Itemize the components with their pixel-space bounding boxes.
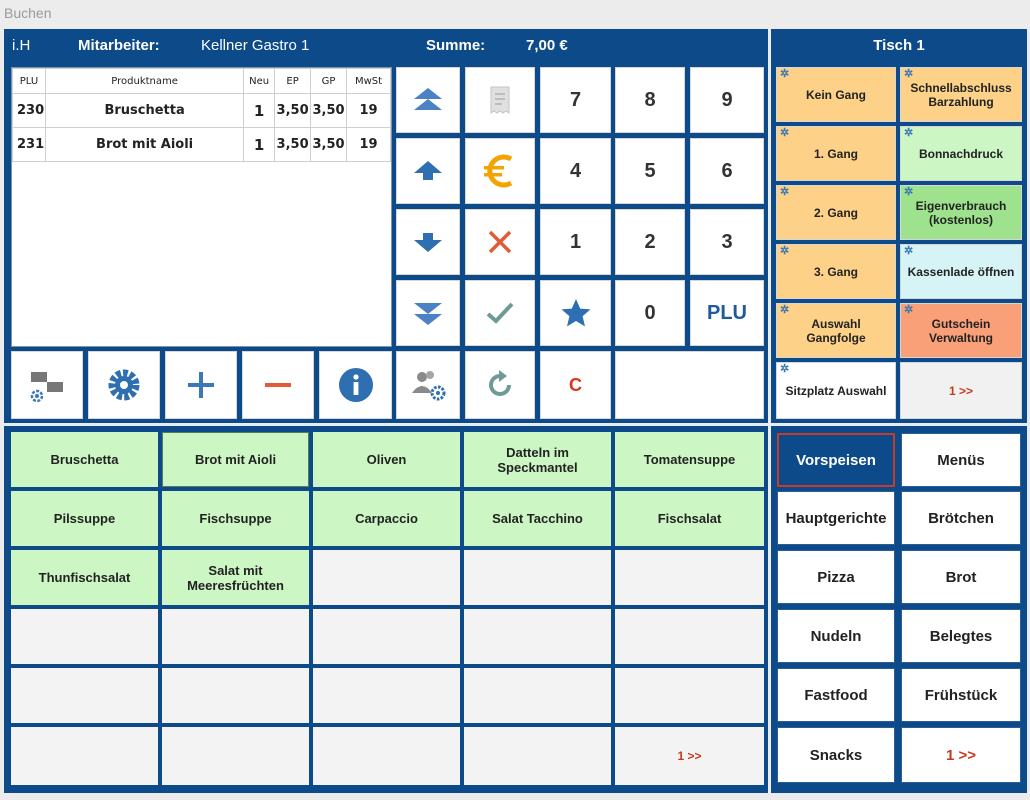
course-order-button[interactable]: ✲ Auswahl Gangfolge <box>776 303 896 358</box>
empty-product-slot <box>615 609 764 664</box>
empty-product-slot <box>11 609 158 664</box>
gear-icon: ✲ <box>780 245 790 257</box>
users-settings-button[interactable] <box>396 351 460 419</box>
category-broetchen[interactable]: Brötchen <box>901 491 1021 545</box>
product-button[interactable]: Tomatensuppe <box>615 432 764 487</box>
empty-product-slot <box>615 668 764 723</box>
product-button[interactable]: Oliven <box>313 432 460 487</box>
key-4[interactable]: 4 <box>540 138 611 204</box>
key-5[interactable]: 5 <box>615 138 685 204</box>
gear-icon: ✲ <box>780 127 790 139</box>
category-vorspeisen[interactable]: Vorspeisen <box>777 433 895 487</box>
key-9[interactable]: 9 <box>690 67 764 133</box>
cell-total-price: 3,50 <box>311 94 347 128</box>
reprint-button[interactable]: ✲ Bonnachdruck <box>900 126 1022 181</box>
up-button[interactable] <box>396 138 460 204</box>
key-8[interactable]: 8 <box>615 67 685 133</box>
quick-cash-button[interactable]: ✲ Schnellabschluss Barzahlung <box>900 67 1022 122</box>
cell-vat: 19 <box>347 94 391 128</box>
voucher-button[interactable]: ✲ Gutschein Verwaltung <box>900 303 1022 358</box>
settings-button[interactable] <box>88 351 160 419</box>
key-0[interactable]: 0 <box>615 280 685 346</box>
empty-key <box>615 351 764 419</box>
info-button[interactable] <box>319 351 392 419</box>
product-button[interactable]: Fischsuppe <box>162 491 309 546</box>
remove-button[interactable] <box>242 351 314 419</box>
course-none-button[interactable]: ✲ Kein Gang <box>776 67 896 122</box>
col-product-name: Produktname <box>45 69 243 94</box>
product-button[interactable]: Thunfischsalat <box>11 550 158 605</box>
key-6[interactable]: 6 <box>690 138 764 204</box>
cell-plu: 230 <box>13 94 46 128</box>
window-title: Buchen <box>4 5 52 21</box>
user-short: i.H <box>12 37 31 54</box>
empty-product-slot <box>464 609 611 664</box>
order-items-table <box>12 68 391 162</box>
empty-product-slot <box>313 609 460 664</box>
category-brot[interactable]: Brot <box>901 550 1021 604</box>
categories-next-button[interactable]: 1 >> <box>901 727 1021 783</box>
gear-icon: ✲ <box>780 304 790 316</box>
cell-name: Brot mit Aioli <box>45 128 243 162</box>
product-button[interactable]: Brot mit Aioli <box>162 432 309 487</box>
page-top-button[interactable] <box>396 67 460 133</box>
gear-icon: ✲ <box>904 68 914 80</box>
empty-product-slot <box>464 727 611 785</box>
gear-icon: ✲ <box>904 127 914 139</box>
empty-product-slot <box>11 668 158 723</box>
clear-button[interactable]: C <box>540 351 611 419</box>
product-button[interactable]: Datteln im Speckmantel <box>464 432 611 487</box>
receipt-button[interactable] <box>465 67 535 133</box>
payment-euro-button[interactable] <box>465 138 535 204</box>
cancel-button[interactable] <box>465 209 535 275</box>
product-button[interactable]: Pilssuppe <box>11 491 158 546</box>
cell-plu: 231 <box>13 128 46 162</box>
product-button[interactable]: Bruschetta <box>11 432 158 487</box>
functions-next-button[interactable]: 1 >> <box>900 362 1022 419</box>
refresh-button[interactable] <box>465 351 535 419</box>
empty-product-slot <box>11 727 158 785</box>
confirm-button[interactable] <box>465 280 535 346</box>
col-vat: MwSt <box>347 69 391 94</box>
col-unit-price: EP <box>275 69 311 94</box>
cell-new: 1 <box>244 94 275 128</box>
key-7[interactable]: 7 <box>540 67 611 133</box>
receipt-icon <box>487 85 513 115</box>
empty-product-slot <box>162 609 309 664</box>
employee-label: Mitarbeiter: <box>78 37 160 54</box>
col-new: Neu <box>244 69 275 94</box>
empty-product-slot <box>464 668 611 723</box>
category-belegtes[interactable]: Belegtes <box>901 609 1021 663</box>
self-use-button[interactable]: ✲ Eigenverbrauch (kostenlos) <box>900 185 1022 240</box>
checkmark-icon <box>484 299 516 327</box>
table-row[interactable] <box>13 128 391 162</box>
col-total-price: GP <box>311 69 347 94</box>
order-table <box>11 67 392 347</box>
plus-icon <box>186 370 216 400</box>
category-fruehstueck[interactable]: Frühstück <box>901 668 1021 722</box>
sum-label: Summe: <box>426 37 486 54</box>
empty-product-slot <box>464 550 611 605</box>
products-next-button[interactable]: 1 >> <box>615 727 764 785</box>
favorite-button[interactable] <box>540 280 611 346</box>
empty-product-slot <box>313 727 460 785</box>
empty-product-slot <box>313 550 460 605</box>
course-2-button[interactable]: ✲ 2. Gang <box>776 185 896 240</box>
down-button[interactable] <box>396 209 460 275</box>
col-plu: PLU <box>13 69 46 94</box>
info-icon <box>338 367 374 403</box>
course-3-button[interactable]: ✲ 3. Gang <box>776 244 896 299</box>
add-button[interactable] <box>165 351 237 419</box>
page-bottom-button[interactable] <box>396 280 460 346</box>
open-drawer-button[interactable]: ✲ Kassenlade öffnen <box>900 244 1022 299</box>
cell-vat: 19 <box>347 128 391 162</box>
cell-unit-price: 3,50 <box>275 128 311 162</box>
refresh-icon <box>484 369 516 401</box>
cell-unit-price: 3,50 <box>275 94 311 128</box>
euro-icon <box>480 151 520 191</box>
cell-new: 1 <box>244 128 275 162</box>
frame-divider <box>4 423 1027 426</box>
gear-icon: ✲ <box>780 68 790 80</box>
plu-button[interactable]: PLU <box>690 280 764 346</box>
category-snacks[interactable]: Snacks <box>777 727 895 783</box>
category-nudeln[interactable]: Nudeln <box>777 609 895 663</box>
empty-product-slot <box>162 727 309 785</box>
arrow-down-icon <box>412 227 444 257</box>
gear-icon: ✲ <box>904 186 914 198</box>
category-fastfood[interactable]: Fastfood <box>777 668 895 722</box>
product-button[interactable]: Salat mit Meeresfrüchten <box>162 550 309 605</box>
table-switch-icon <box>27 365 67 405</box>
star-icon <box>560 297 592 329</box>
empty-product-slot <box>615 550 764 605</box>
sum-value: 7,00 € <box>526 37 568 54</box>
page-bottom-icon <box>411 298 445 328</box>
minus-icon <box>263 370 293 400</box>
table-row[interactable] <box>13 94 391 128</box>
gear-icon: ✲ <box>780 363 790 375</box>
key-3[interactable]: 3 <box>690 209 764 275</box>
category-menus[interactable]: Menüs <box>901 433 1021 487</box>
page-top-icon <box>411 85 445 115</box>
table-name: Tisch 1 <box>873 37 925 54</box>
product-button[interactable]: Carpaccio <box>313 491 460 546</box>
gear-icon: ✲ <box>780 186 790 198</box>
cell-total-price: 3,50 <box>311 128 347 162</box>
category-pizza[interactable]: Pizza <box>777 550 895 604</box>
table-switch-button[interactable] <box>11 351 83 419</box>
users-settings-icon <box>408 367 448 403</box>
key-2[interactable]: 2 <box>615 209 685 275</box>
cell-name: Bruschetta <box>45 94 243 128</box>
category-hauptgerichte[interactable]: Hauptgerichte <box>777 491 895 545</box>
gear-icon: ✲ <box>904 245 914 257</box>
arrow-up-icon <box>412 156 444 186</box>
gear-icon: ✲ <box>904 304 914 316</box>
key-1[interactable]: 1 <box>540 209 611 275</box>
product-button[interactable]: Fischsalat <box>615 491 764 546</box>
settings-gear-icon <box>106 367 142 403</box>
delete-x-icon <box>486 228 514 256</box>
product-button[interactable]: Salat Tacchino <box>464 491 611 546</box>
empty-product-slot <box>313 668 460 723</box>
course-1-button[interactable]: ✲ 1. Gang <box>776 126 896 181</box>
empty-product-slot <box>162 668 309 723</box>
employee-name: Kellner Gastro 1 <box>201 37 310 54</box>
seat-select-button[interactable]: ✲ Sitzplatz Auswahl <box>776 362 896 419</box>
